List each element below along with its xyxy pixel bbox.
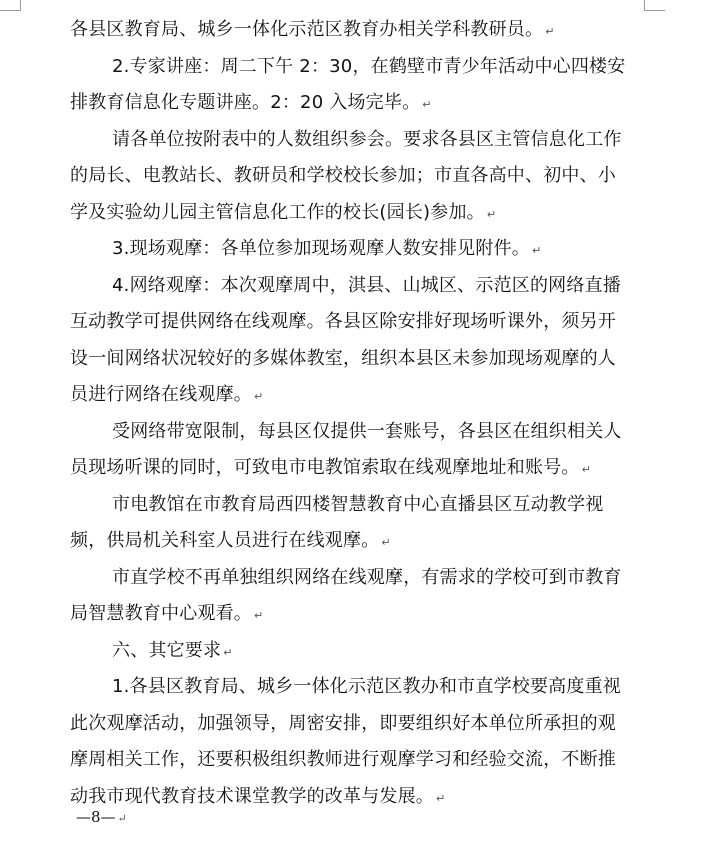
paragraph-line: 受网络带宽限制，每县区仅提供一套账号，各县区在组织相关人 xyxy=(112,420,622,442)
paragraph-line: 局智慧教育中心观看。 ↵ xyxy=(70,596,645,633)
paragraph-mark-icon: ↵ xyxy=(117,812,127,825)
paragraph-mark-icon: ↵ xyxy=(436,791,446,805)
paragraph-mark-icon: ↵ xyxy=(545,25,555,38)
paragraph-line: 摩周相关工作，还要积极组织教师进行观摩学习和经验交流，不断推 xyxy=(70,749,616,770)
paragraph-mark-icon: ↵ xyxy=(381,536,391,549)
paragraph-line: 排教育信息化专题讲座。2：20 入场完毕。 ↵ xyxy=(70,85,645,122)
paragraph-line: 设一间网络状况较好的多媒体教室，组织本县区未参加现场观摩的人 xyxy=(70,347,616,369)
paragraph-line: 此次观摩活动，加强领导，周密安排，即要组织好本单位所承担的观 xyxy=(70,712,616,734)
paragraph-line: 学及实验幼儿园主管信息化工作的校长(园长)参加。 ↵ xyxy=(70,195,645,232)
paragraph-mark-icon: ↵ xyxy=(223,645,233,659)
paragraph-line: 各县区教育局、城乡一体化示范区教育办相关学科教研员。 ↵ xyxy=(70,12,645,49)
paragraph-line: 频，供局机关科室人员进行在线观摩。 ↵ xyxy=(70,523,645,560)
paragraph-line: 2.专家讲座：周二下午 2：30，在鹤壁市青少年活动中心四楼安 xyxy=(112,55,626,77)
page-corner-mark-right xyxy=(644,0,665,11)
page-corner-mark-left xyxy=(0,0,21,11)
paragraph-mark-icon: ↵ xyxy=(422,98,432,111)
paragraph-mark-icon: ↵ xyxy=(254,390,264,403)
paragraph-mark-icon: ↵ xyxy=(254,609,264,622)
section-heading: 六、其它要求 ↵ xyxy=(70,633,645,670)
paragraph-line: 员现场听课的同时，可致电市电教馆索取在线观摩地址和账号。 ↵ xyxy=(70,450,645,487)
paragraph-line: 市直学校不再单独组织网络在线观摩，有需求的学校可到市教育 xyxy=(112,566,622,588)
paragraph-line: 4.网络观摩：本次观摩周中，淇县、山城区、示范区的网络直播 xyxy=(112,274,621,296)
paragraph-line: 动我市现代教育技术课堂教学的改革与发展。 ↵ xyxy=(70,779,645,816)
paragraph-mark-icon: ↵ xyxy=(486,207,497,221)
paragraph-line: 请各单位按附表中的人数组织参会。要求各县区主管信息化工作 xyxy=(112,128,622,150)
paragraph-line: 1.各县区教育局、城乡一体化示范区教办和市直学校要高度重视 xyxy=(112,676,621,697)
paragraph-mark-icon: ↵ xyxy=(531,244,542,257)
paragraph-line: 的局长、电教站长、教研员和学校校长参加；市直各高中、初中、小 xyxy=(70,165,616,186)
paragraph-line: 3.现场观摩：各单位参加现场观摩人数安排见附件。 ↵ xyxy=(70,231,645,268)
paragraph-line: 员进行网络在线观摩。 ↵ xyxy=(70,377,645,414)
document-body[interactable] xyxy=(70,12,645,815)
paragraph-line: 互动教学可提供网络在线观摩。各县区除安排好现场听课外，须另开 xyxy=(70,311,616,332)
page-number: —8— ↵ xyxy=(76,808,127,826)
paragraph-line: 市电教馆在市教育局西四楼智慧教育中心直播县区互动教学视 xyxy=(112,493,604,515)
paragraph-mark-icon: ↵ xyxy=(581,463,592,476)
